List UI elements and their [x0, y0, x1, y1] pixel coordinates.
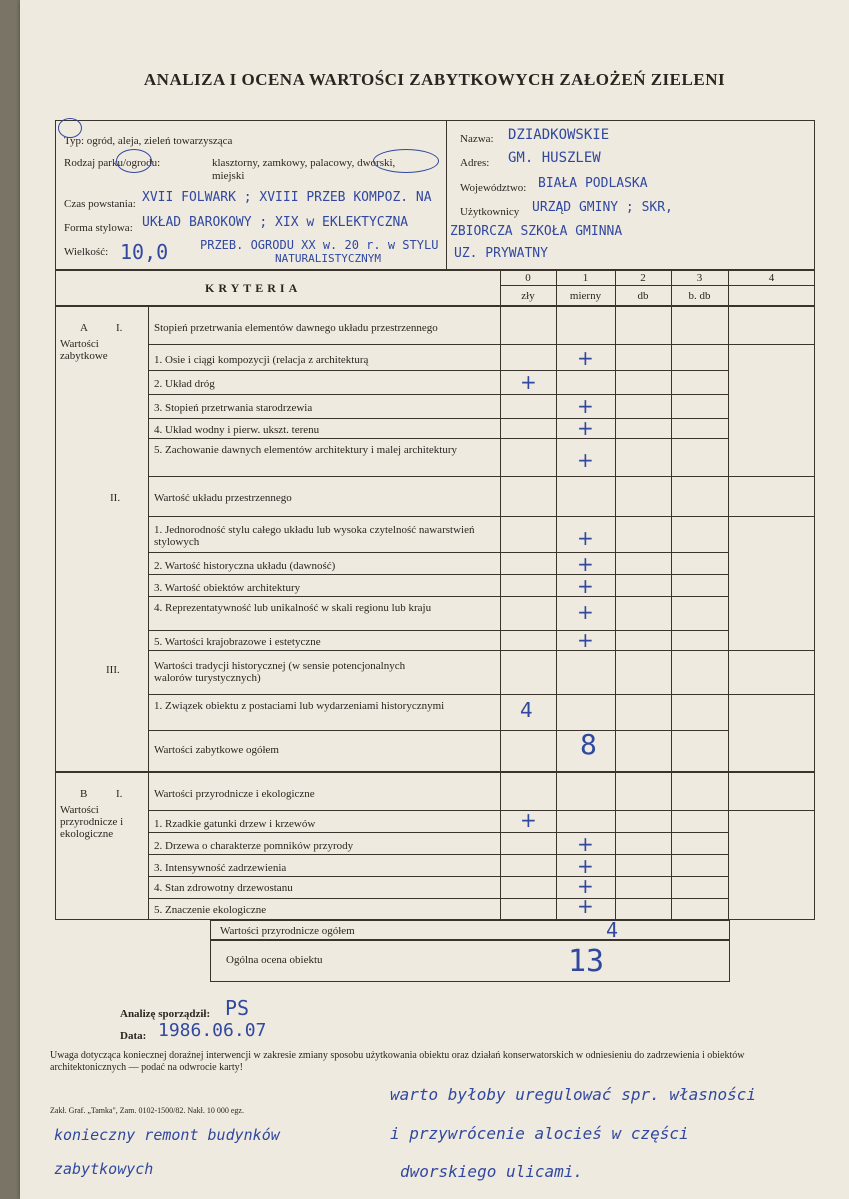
typ-label: Typ: ogród, aleja, zieleń towarzysząca: [64, 135, 233, 147]
scale-label-1: mierny: [569, 290, 602, 302]
mark-b2: +: [577, 832, 594, 856]
form-sheet: [20, 0, 849, 1199]
row-line: [148, 574, 728, 575]
mark-i3: +: [577, 394, 594, 418]
czas-value: XVII FOLWARK ; XVIII PRZEB KOMPOZ. NA: [142, 190, 432, 205]
row-line: [148, 418, 728, 419]
sec-ii-row-2: 2. Wartość historyczna układu (dawność): [154, 560, 336, 572]
mark-ii5: +: [577, 628, 594, 652]
row-line: [148, 476, 815, 477]
row-line: [148, 854, 728, 855]
rodzaj-options: klasztorny, zamkowy, palacowy, dworski,: [212, 157, 396, 169]
sec-i-row-1: 1. Osie i ciągi kompozycji (relacja z architekturą: [154, 354, 369, 366]
sec-ii-row-1: 1. Jednorodność stylu całego układu lub wysoka czytelność nawarstwień stylowych: [154, 524, 475, 548]
sec-iii-line: [148, 694, 815, 695]
mark-ii4: +: [577, 600, 594, 624]
sec-ii-line: [148, 516, 815, 517]
sec-iii-row-1: 1. Związek obiektu z postaciami lub wydarzeniami historycznymi: [154, 700, 445, 712]
mark-iii1: 4: [520, 698, 533, 722]
zab-total-label: Wartości zabytkowe ogółem: [154, 744, 279, 756]
row-line: [148, 596, 728, 597]
wielkosc-value: 10,0: [120, 240, 169, 264]
section-b-letter: B: [80, 788, 88, 800]
note-line-3: dworskiego ulicami.: [400, 1162, 584, 1181]
sec-b-row-3: 3. Intensywność zadrzewienia: [154, 862, 287, 874]
sec-i-row-5: 5. Zachowanie dawnych elementów architektury i malej architektury: [154, 444, 457, 456]
mark-i2: +: [520, 370, 537, 394]
sec-ii-title: Wartość układu przestrzennego: [154, 492, 292, 504]
mark-ii3: +: [577, 574, 594, 598]
row-line: [148, 730, 728, 731]
header-divider: [446, 120, 447, 270]
note-line-4: konieczny remont budynków: [54, 1126, 280, 1144]
mark-i4: +: [577, 416, 594, 440]
note-line-1: warto byłoby uregulować spr. własności: [390, 1085, 757, 1104]
row-line: [148, 898, 728, 899]
data-label: Data:: [120, 1030, 147, 1042]
uzyt-label: Użytkownicy: [460, 206, 520, 218]
uzyt-value: URZĄD GMINY ; SKR,: [532, 200, 673, 215]
ogolna-value: 13: [568, 944, 605, 979]
nazwa-label: Nazwa:: [460, 133, 494, 145]
row-line: [148, 394, 728, 395]
sec-iii-title: Wartości tradycji historycznej (w sensie potencjonalnych walorów turystycznych): [154, 660, 406, 684]
note-line-5: zabytkowych: [54, 1160, 154, 1178]
section-b-name: Wartości przyrodnicze i ekologiczne: [60, 804, 124, 840]
row-line: [148, 370, 728, 371]
section-a-num: I.: [116, 322, 123, 334]
mark-i5: +: [577, 448, 594, 472]
sec-i-row-2: 2. Układ dróg: [154, 378, 215, 390]
mark-i1: +: [577, 346, 594, 370]
mark-b5: +: [577, 894, 594, 918]
scale-label-2: db: [637, 290, 649, 302]
sec-ii-row-5: 5. Wartości krajobrazowe i estetyczne: [154, 636, 321, 648]
typ-circle: [58, 118, 82, 138]
uzyt-value-3: UZ. PRYWATNY: [454, 246, 548, 261]
kryteria-heading: KRYTERIA: [205, 281, 302, 295]
park-circle: [116, 149, 152, 173]
dworski-circle: [373, 149, 439, 173]
zab-total-value: 8: [580, 728, 597, 761]
uzyt-value-2: ZBIORCZA SZKOŁA GMINNA: [450, 224, 623, 239]
row-line: [148, 650, 815, 651]
mark-b1: +: [520, 808, 537, 832]
section-a-letter: A: [80, 322, 88, 334]
adres-label: Adres:: [460, 157, 490, 169]
czas-label: Czas powstania:: [64, 198, 136, 210]
sec-ii-row-4: 4. Reprezentatywność lub unikalność w skali regionu lub kraju: [154, 602, 432, 614]
mark-ii1: +: [577, 526, 594, 550]
sec-i-line: [148, 344, 815, 345]
sec-ii-row-3: 3. Wartość obiektów architektury: [154, 582, 301, 594]
form-title: ANALIZA I OCENA WARTOŚCI ZABYTKOWYCH ZAŁOŻEŃ ZIELENI: [143, 70, 726, 89]
ogolna-label: Ogólna ocena obiektu: [226, 954, 323, 966]
scale-num-0: 0: [525, 272, 531, 284]
section-a-name: Wartości zabytkowe: [60, 338, 108, 362]
scale-divider: [500, 285, 815, 286]
sec-b-row-5: 5. Znaczenie ekologiczne: [154, 904, 267, 916]
sec-i-title: Stopień przetrwania elementów dawnego układu przestrzennego: [154, 322, 438, 334]
sec-i-row-3: 3. Stopień przetrwania starodrzewia: [154, 402, 313, 414]
row-line: [148, 552, 728, 553]
woj-value: BIAŁA PODLASKA: [538, 176, 648, 191]
sec-b-title: Wartości przyrodnicze i ekologiczne: [154, 788, 315, 800]
scale-num-2: 2: [640, 272, 646, 284]
forma-value-3: NATURALISTYCZNYM: [275, 252, 381, 265]
forma-label: Forma stylowa:: [64, 222, 133, 234]
przyr-total-label: Wartości przyrodnicze ogółem: [220, 925, 355, 937]
rodzaj-options-2: miejski: [212, 170, 245, 182]
przyr-total-value: 4: [606, 918, 619, 942]
rodzaj-label: Rodzaj parku/ogrodu:: [64, 157, 161, 169]
scale-label-0: zły: [521, 290, 535, 302]
row-line: [148, 832, 728, 833]
adres-value: GM. HUSZLEW: [508, 150, 601, 166]
section-b-num: I.: [116, 788, 123, 800]
sec-b-row-2: 2. Drzewa o charakterze pomników przyrody: [154, 840, 354, 852]
forma-value-2: PRZEB. OGRODU XX w. 20 r. w STYLU: [200, 238, 439, 252]
mark-b3: +: [577, 854, 594, 878]
sec-ii-num: II.: [110, 492, 121, 504]
row-line: [148, 630, 728, 631]
mark-b4: +: [577, 874, 594, 898]
sec-iii-num: III.: [106, 664, 120, 676]
nazwa-value: DZIADKOWSKIE: [508, 127, 610, 143]
sec-b-line: [148, 810, 815, 811]
row-line: [148, 876, 728, 877]
scale-label-3: b. db: [688, 290, 711, 302]
scale-num-1: 1: [582, 272, 589, 284]
data-value: 1986.06.07: [158, 1020, 267, 1041]
scale-num-4: 4: [768, 272, 775, 284]
mark-ii2: +: [577, 552, 594, 576]
sec-b-row-4: 4. Stan zdrowotny drzewostanu: [154, 882, 293, 894]
row-line: [148, 438, 728, 439]
scale-num-3: 3: [696, 272, 703, 284]
note-line-2: i przywrócenie alocieś w części: [390, 1124, 689, 1143]
uwaga-note: Uwaga dotycząca koniecznej doraźnej interwencji w zakresie zmiany sposobu użytkowania obiektu oraz działań konserwatorskich w odniesieniu do zadrzewienia i obiektów architektonicznych — podać na odwrocie karty!: [50, 1050, 745, 1073]
sec-i-row-4: 4. Układ wodny i pierw. ukszt. terenu: [154, 424, 320, 436]
analize-value: PS: [225, 996, 250, 1020]
wielkosc-label: Wielkość:: [64, 246, 109, 258]
woj-label: Województwo:: [460, 182, 527, 194]
sec-b-row-1: 1. Rzadkie gatunki drzew i krzewów: [154, 818, 316, 830]
forma-value: UKŁAD BAROKOWY ; XIX w EKLEKTYCZNA: [142, 215, 409, 230]
analize-label: Analizę sporządził:: [120, 1008, 211, 1020]
print-info: Zakł. Graf. „Tamka", Zam. 0102-1500/82. Nakł. 10 000 egz.: [50, 1106, 244, 1115]
